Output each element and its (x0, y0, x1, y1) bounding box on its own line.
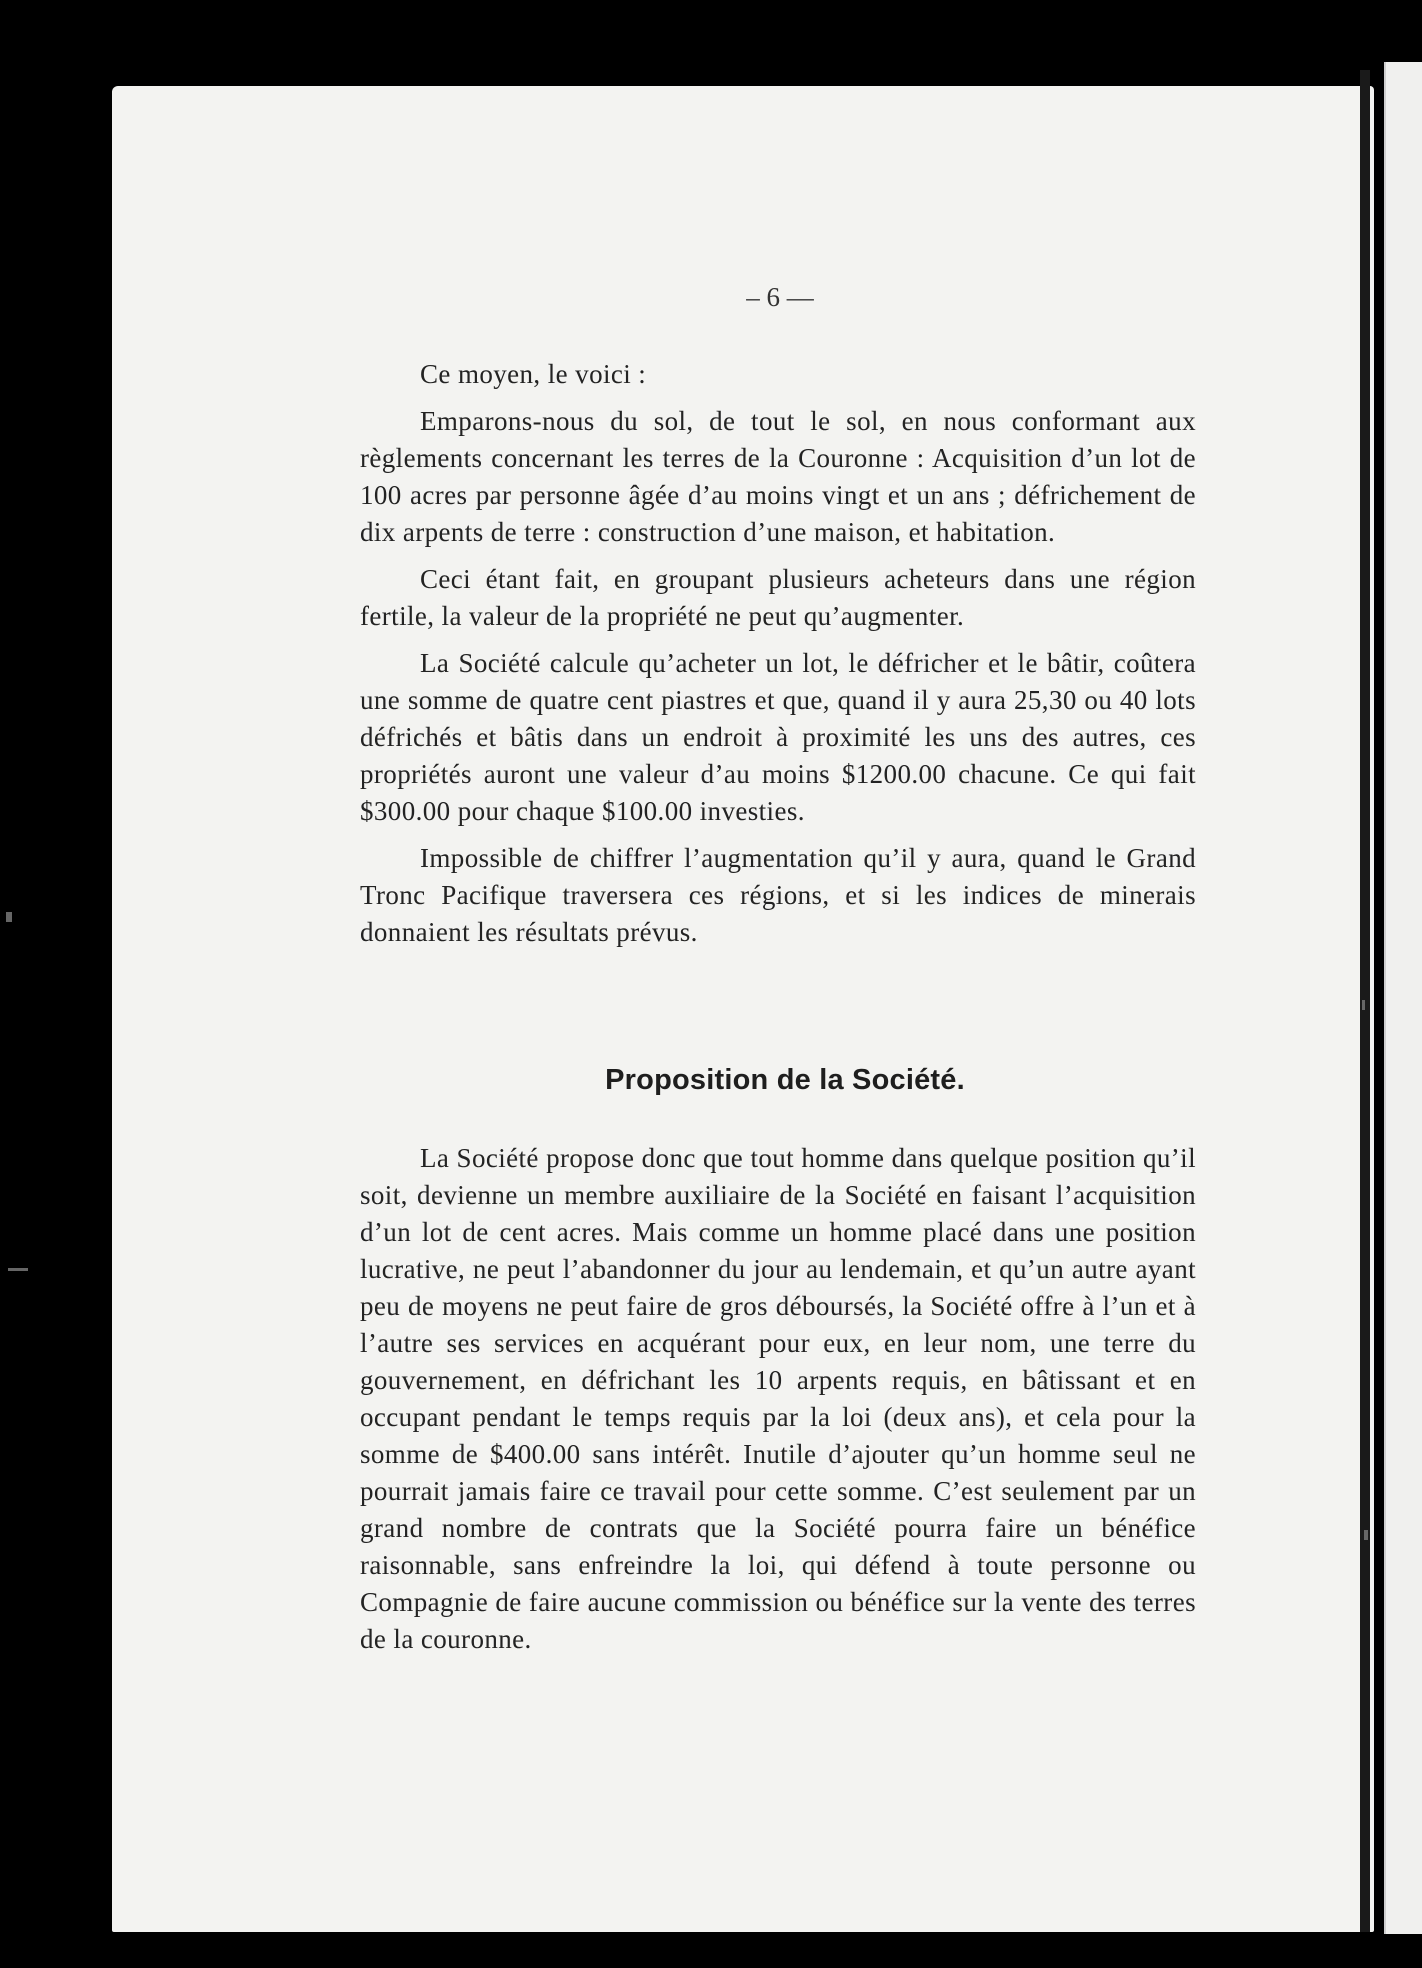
body-text-before-heading (360, 356, 1196, 951)
section-heading: Proposition de la Société. (605, 1064, 965, 1096)
paragraph: Emparons-nous du sol, de tout le sol, en nous conformant aux règlements concernant les terres de la Couronne : Acquisition d’un lot de 100 acres par personne âgée d’au moins vingt et un ans ; défrichement de dix arpents de terre : construction d’une maison, et habitation. (360, 406, 1196, 547)
scan-speck (1364, 1530, 1368, 1540)
paragraph: Ceci étant fait, en groupant plusieurs acheteurs dans une région fertile, la valeur de la propriété ne peut qu’augmenter. (360, 564, 1196, 631)
scan-speck (6, 912, 12, 922)
paragraph: Impossible de chiffrer l’augmentation qu’il y aura, quand le Grand Tronc Pacifique traversera ces régions, et si les indices de minerais donnaient les résultats prévus. (360, 843, 1196, 947)
paragraph: Ce moyen, le voici : (420, 359, 647, 389)
scan-speck (1362, 1000, 1365, 1010)
paragraph: La Société calcule qu’acheter un lot, le défricher et le bâtir, coûtera une somme de quatre cent piastres et que, quand il y aura 25,30 ou 40 lots défrichés et bâtis dans un endroit à proximité les uns des autres, ces propriétés auront une valeur d’au moins $1200.00 chacune. Ce qui fait $300.00 pour chaque $100.00 investies. (360, 648, 1196, 826)
body-text-after-heading (360, 1140, 1196, 1658)
scan-speck (8, 1268, 28, 1271)
adjacent-page-edge (1384, 62, 1422, 1934)
page-number: – 6 — (746, 282, 814, 312)
paragraph: La Société propose donc que tout homme dans quelque position qu’il soit, devienne un membre auxiliaire de la Société en faisant l’acquisition d’un lot de cent acres. Mais comme un homme placé dans une position lucrative, ne peut l’abandonner du jour au lendemain, et qu’un autre ayant peu de moyens ne peut faire de gros déboursés, la Société offre à l’un et à l’autre ses services en acquérant pour eux, en leur nom, une terre du gouvernement, en défrichant les 10 arpents requis, en bâtissant et en occupant pendant le temps requis par la loi (deux ans), et cela pour la somme de $400.00 sans intérêt. Inutile d’ajouter qu’un homme seul ne pourrait jamais faire ce travail pour cette somme. C’est seulement par un grand nombre de contrats que la Société pourra faire un bénéfice raisonnable, sans enfreindre la loi, qui défend à toute personne ou Compagnie de faire aucune commission ou bénéfice sur la vente des terres de la couronne. (360, 1143, 1196, 1654)
